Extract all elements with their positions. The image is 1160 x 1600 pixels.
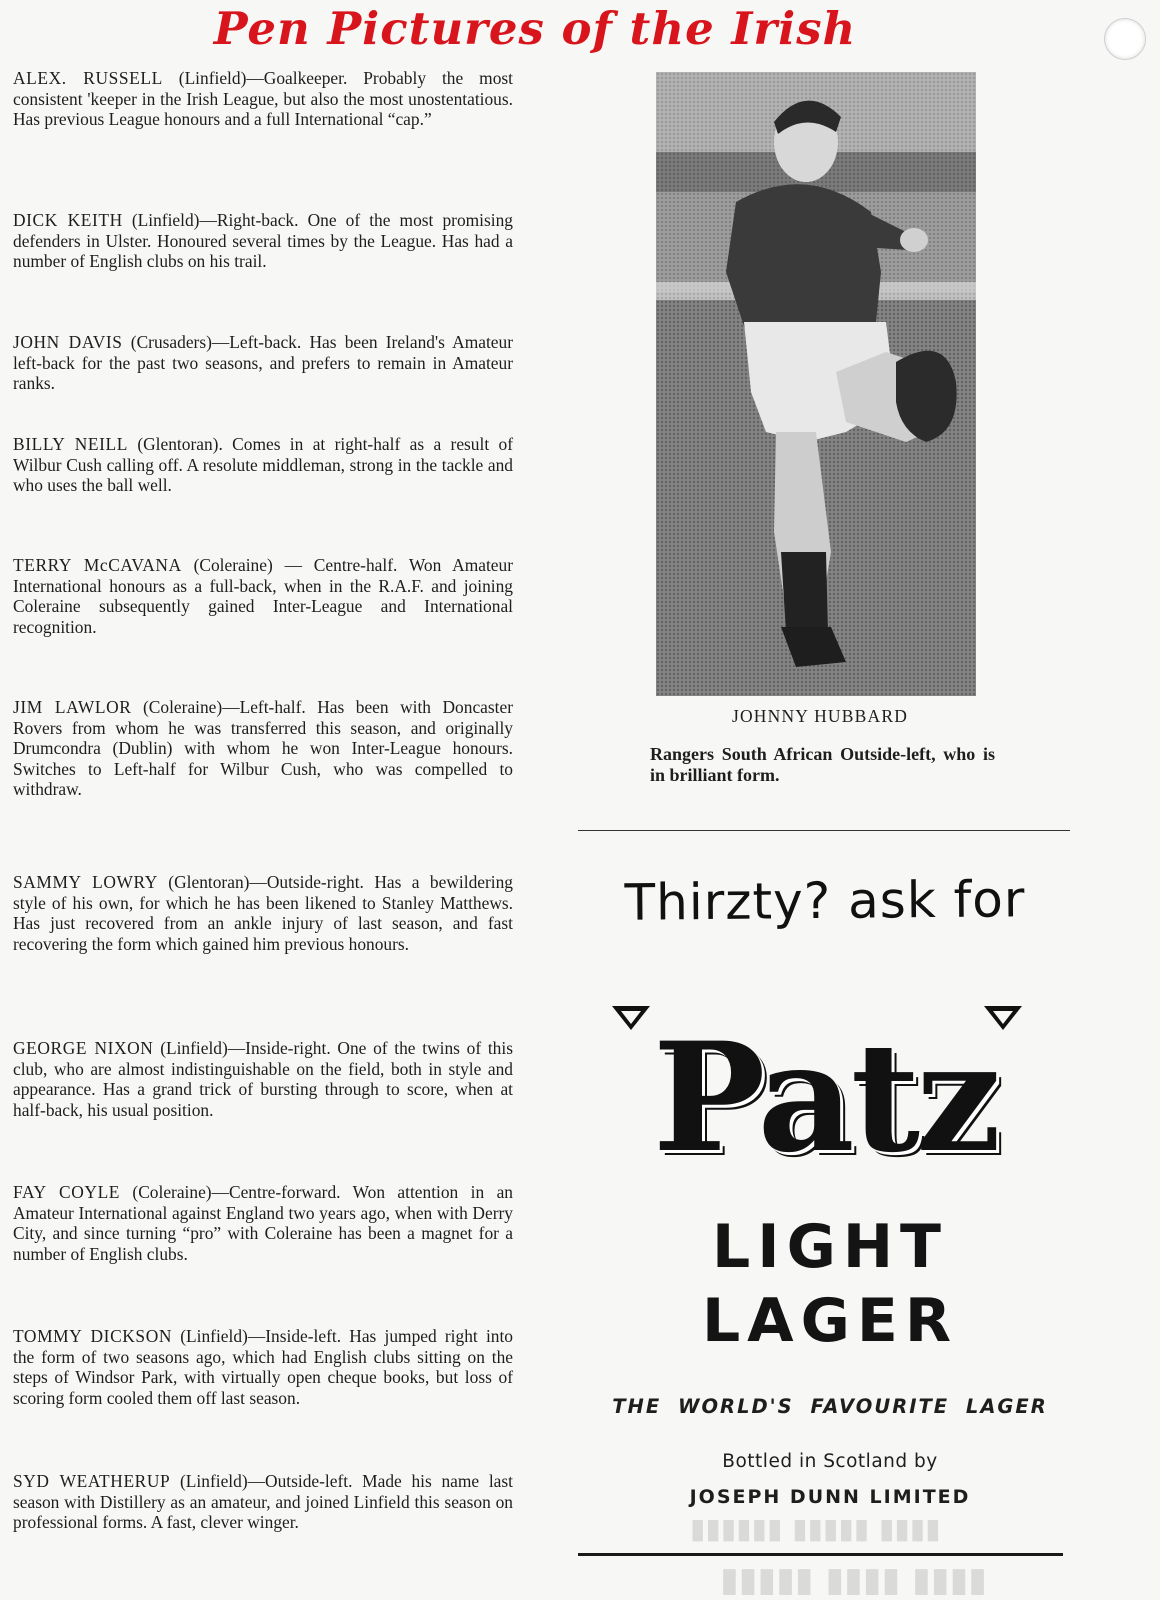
player-name: ALEX. RUSSELL — [13, 68, 163, 88]
player-name: SYD WEATHERUP — [13, 1471, 171, 1491]
player-bio — [13, 210, 513, 272]
player-text: (Linfield)—Inside-right. One of the twins of this club, who are almost indistinguishable on the field, both in style and appearance. Has a grand trick of bursting through to score, when at half-back, his usual position. — [13, 1038, 513, 1120]
section-divider — [578, 830, 1070, 831]
product-line-1: LIGHT — [712, 1212, 948, 1282]
footballer-illustration — [656, 72, 976, 696]
player-text: (Linfield)—Right-back. One of the most promising defenders in Ulster. Honoured several times by the League. Has had a number of English clubs on his trail. — [13, 210, 513, 271]
player-bio — [13, 332, 513, 394]
player-name: GEORGE NIXON — [13, 1038, 154, 1058]
brand-name: Patz — [652, 1010, 998, 1186]
player-name: TOMMY DICKSON — [13, 1326, 173, 1346]
player-text: (Coleraine) — Centre-half. Won Amateur International honours as a full-back, when in the R.A.F. and joining Coleraine subsequently gained Inter-League and International recognition. — [13, 555, 513, 637]
player-text: (Coleraine)—Centre-forward. Won attention in an Amateur International against England two years ago, when with Derry City, and since turning “pro” with Coleraine has been a magnet for a number of English clubs. — [13, 1182, 513, 1264]
player-text: (Linfield)—Inside-left. Has jumped right into the form of two seasons ago, which had English clubs sitting on the steps of Windsor Park, with virtually open cheque books, but loss of scoring form cooled them off last season. — [13, 1326, 514, 1408]
player-text: (Glentoran)—Outside-right. Has a bewildering style of his own, for which he has been likened to Stanley Matthews. Has just recovered from an ankle injury of last season, and fast recovering the form which gained him previous honours. — [13, 872, 513, 954]
show-through-mark: ▮▮▮▮ ▮▮▮▮▮ ▮▮▮▮▮▮ — [690, 1512, 941, 1545]
player-text: (Crusaders)—Left-back. Has been Ireland's Amateur left-back for the past two seasons, and prefers to remain in Amateur ranks. — [13, 332, 513, 393]
brand-logo — [600, 990, 1050, 1210]
player-name: JIM LAWLOR — [13, 697, 132, 717]
bottled-by: Bottled in Scotland by — [722, 1451, 938, 1472]
player-name: JOHN DAVIS — [13, 332, 123, 352]
player-bio — [13, 555, 513, 637]
player-name: FAY COYLE — [13, 1182, 121, 1202]
bottom-rule — [578, 1553, 1063, 1556]
photo-caption-description: Rangers South African Outside-left, who is in brilliant form. — [650, 744, 995, 785]
show-through-mark: ▮▮▮▮ ▮▮▮▮ ▮▮▮▮▮ — [720, 1560, 987, 1600]
player-bio — [13, 1471, 513, 1533]
player-name: TERRY McCAVANA — [13, 555, 182, 575]
player-bio — [13, 697, 513, 800]
page-title: Pen Pictures of the Irish — [213, 2, 857, 55]
player-name: BILLY NEILL — [13, 434, 128, 454]
player-text: (Linfield)—Goalkeeper. Probably the most consistent 'keeper in the Irish League, but also the most unostentatious. Has previous League honours and a full International “cap.” — [13, 68, 513, 129]
ad-tagline: THE WORLD'S FAVOURITE LAGER — [612, 1395, 1048, 1418]
product-name — [600, 1210, 1060, 1358]
player-name: SAMMY LOWRY — [13, 872, 158, 892]
ad-headline: Thirzty? ask for — [624, 870, 1026, 932]
player-bio — [13, 1326, 513, 1408]
player-photo — [656, 72, 976, 696]
punch-hole — [1104, 18, 1146, 60]
player-bio — [13, 1038, 513, 1120]
player-name: DICK KEITH — [13, 210, 123, 230]
product-line-2: LAGER — [701, 1286, 959, 1356]
player-text: (Coleraine)—Left-half. Has been with Doncaster Rovers from whom he was transferred this season, and originally Drumcondra (Dublin) with whom he won Inter-League honours. Switches to Left-half for Wilbur Cush, who was compelled to withdraw. — [13, 697, 513, 799]
company-name: JOSEPH DUNN LIMITED — [689, 1486, 971, 1508]
player-text: (Glentoran). Comes in at right-half as a result of Wilbur Cush calling off. A resolute middleman, strong in the tackle and who uses the ball well. — [13, 434, 513, 495]
player-bio — [13, 1182, 513, 1264]
player-bio — [13, 434, 513, 496]
player-bio — [13, 872, 513, 954]
player-bio — [13, 68, 513, 130]
photo-caption-name: JOHNNY HUBBARD — [731, 706, 909, 726]
player-text: (Linfield)—Outside-left. Made his name last season with Distillery as an amateur, and joined Linfield this season on professional forms. A fast, clever winger. — [13, 1471, 513, 1532]
